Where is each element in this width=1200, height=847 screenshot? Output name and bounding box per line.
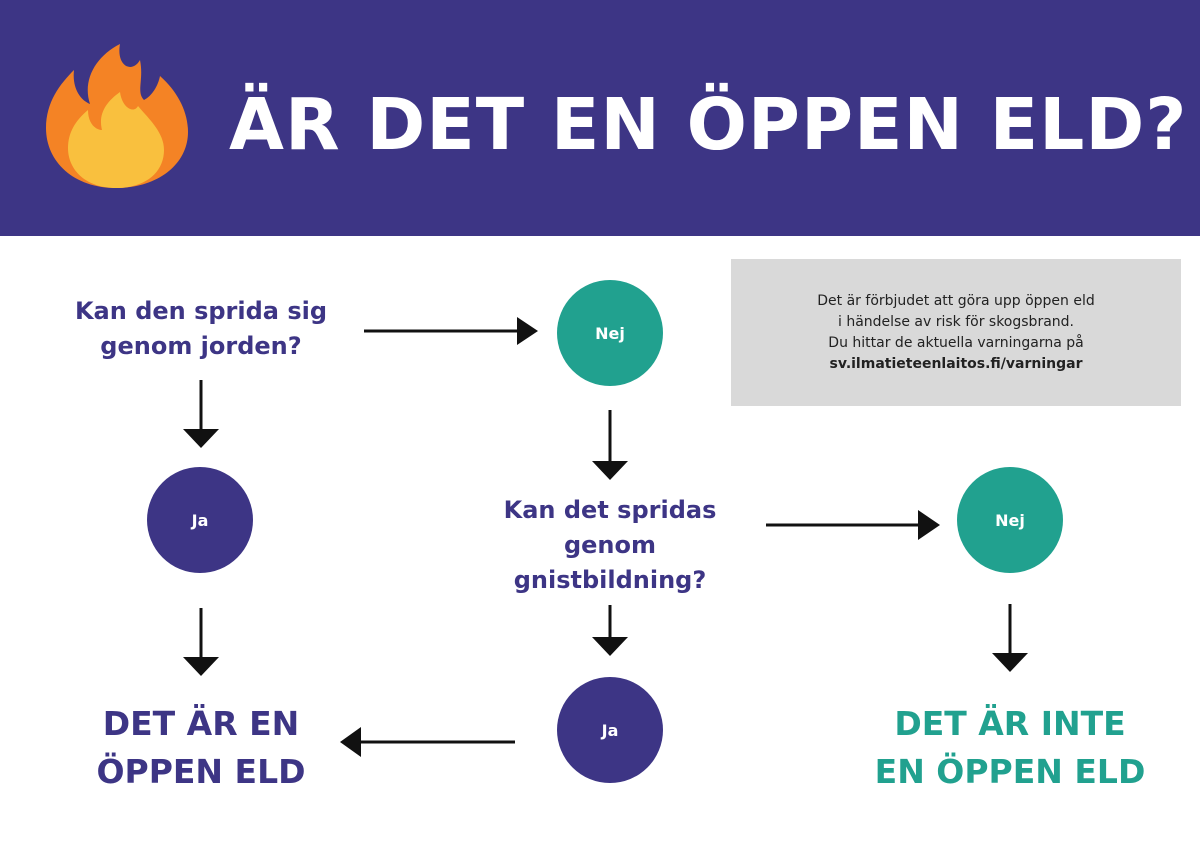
question-line: gnistbildning? [513, 566, 707, 594]
result-line: DET ÄR EN [102, 704, 300, 743]
answer-yes-ground: Ja [147, 467, 253, 573]
arrowhead [183, 429, 219, 448]
notice-line: i händelse av risk för skogsbrand. [837, 314, 1074, 330]
arrowhead [592, 461, 628, 480]
page-title: ÄR DET EN ÖPPEN ELD? [229, 83, 1188, 166]
arrowhead [918, 510, 940, 540]
answer-no-sparks: Nej [957, 467, 1063, 573]
arrowhead [183, 657, 219, 676]
question-line: genom [563, 531, 657, 559]
question-line: Kan den sprida sig [74, 297, 328, 325]
notice-line: Det är förbjudet att göra upp öppen eld [817, 293, 1095, 309]
result-line: EN ÖPPEN ELD [874, 752, 1146, 791]
warnings-link[interactable]: sv.ilmatieteenlaitos.fi/varningar [829, 356, 1083, 372]
result-line: DET ÄR INTE [894, 704, 1126, 743]
arrowhead [340, 727, 361, 757]
answer-no-ground: Nej [557, 280, 663, 386]
result-line: ÖPPEN ELD [96, 752, 306, 791]
question-line: genom jorden? [100, 332, 302, 360]
arrowhead [592, 637, 628, 656]
arrowhead [992, 653, 1028, 672]
question-line: Kan det spridas [503, 496, 717, 524]
notice-line: Du hittar de aktuella varningarna på [828, 335, 1084, 351]
answer-yes-sparks: Ja [557, 677, 663, 783]
arrowhead [517, 317, 538, 345]
